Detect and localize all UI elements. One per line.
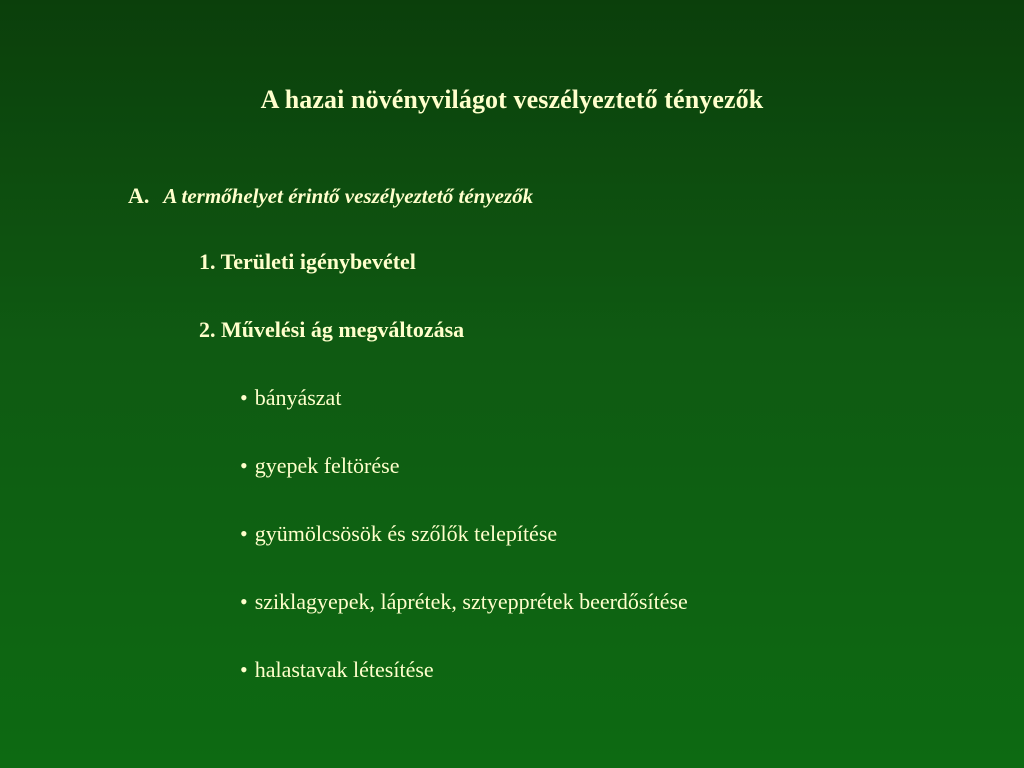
bullet-item: [240, 655, 434, 685]
section-letter: A.: [128, 183, 150, 208]
slide-title: A hazai növényvilágot veszélyeztető tényezők: [260, 85, 764, 114]
bullet-item: [240, 383, 341, 413]
bullet-label: halastavak létesítése: [254, 657, 434, 682]
bullet-dot-icon: •: [240, 521, 248, 546]
bullet-item: [240, 587, 688, 617]
bullet-label: gyepek feltörése: [254, 453, 400, 478]
bullet-label: bányászat: [254, 385, 342, 410]
bullet-dot-icon: •: [240, 657, 248, 682]
bullet-dot-icon: •: [240, 385, 248, 410]
bullet-label: sziklagyepek, láprétek, sztyepprétek beerdősítése: [254, 589, 688, 614]
section-text: A termőhelyet érintő veszélyeztető tényezők: [163, 184, 534, 208]
subitem-muvelesi-ag: 2. Művelési ág megváltozása: [199, 317, 465, 342]
bullet-item: [240, 451, 399, 481]
subitem-teruleti-igenybevetel: 1. Területi igénybevétel: [199, 249, 416, 274]
bullet-dot-icon: •: [240, 453, 248, 478]
bullet-label: gyümölcsösök és szőlők telepítése: [254, 521, 558, 546]
section-heading: [128, 181, 533, 211]
bullet-item: [240, 519, 557, 549]
bullet-dot-icon: •: [240, 589, 248, 614]
